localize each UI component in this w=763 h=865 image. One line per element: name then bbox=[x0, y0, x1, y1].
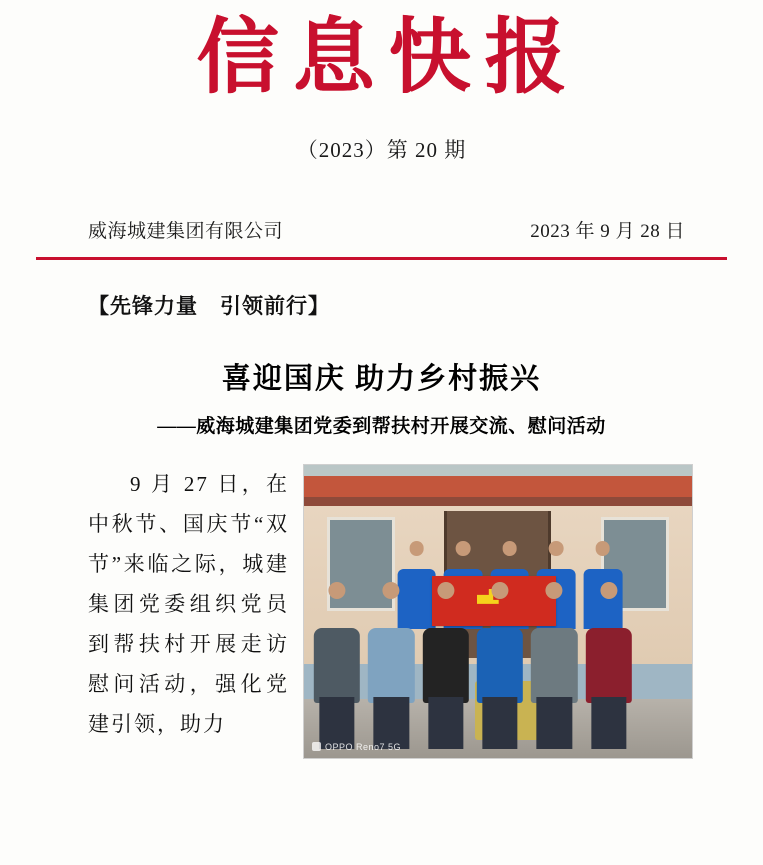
article-body-text: 9 月 27 日，在中秋节、国庆节“双节”来临之际，城建集团党委组织党员到帮扶村开展走访慰问活动，强化党建引领，助力 bbox=[88, 471, 289, 736]
header-divider bbox=[36, 257, 727, 260]
camera-icon bbox=[312, 742, 321, 751]
photo-person-front-2 bbox=[366, 582, 416, 746]
article-photo bbox=[303, 464, 693, 759]
article-body-area bbox=[0, 464, 763, 764]
photo-person-front-6 bbox=[583, 582, 633, 746]
publication-title: 信息快报 bbox=[196, 9, 581, 105]
publication-date: 2023 年 9 月 28 日 bbox=[530, 221, 685, 243]
issue-number: （2023）第 20 期 bbox=[296, 138, 467, 163]
photo-watermark bbox=[312, 742, 401, 752]
photo-person-front-1 bbox=[312, 582, 362, 746]
photo-watermark-label: OPPO Reno7 5G bbox=[325, 741, 402, 752]
photo-roof bbox=[304, 476, 692, 497]
article-headline: 喜迎国庆 助力乡村振兴 bbox=[221, 362, 542, 395]
article-subheadline: ——威海城建集团党委到帮扶村开展交流、慰问活动 bbox=[157, 415, 606, 437]
photo-eave bbox=[304, 497, 692, 506]
masthead bbox=[0, 0, 763, 164]
publisher-row bbox=[0, 216, 763, 243]
photo-person-front-3 bbox=[420, 582, 470, 746]
column-tag: 【先锋力量 引领前行】 bbox=[88, 293, 330, 318]
photo-person-front-5 bbox=[529, 582, 579, 746]
photo-person-front-4 bbox=[475, 582, 525, 746]
publisher-organization: 威海城建集团有限公司 bbox=[88, 221, 284, 243]
